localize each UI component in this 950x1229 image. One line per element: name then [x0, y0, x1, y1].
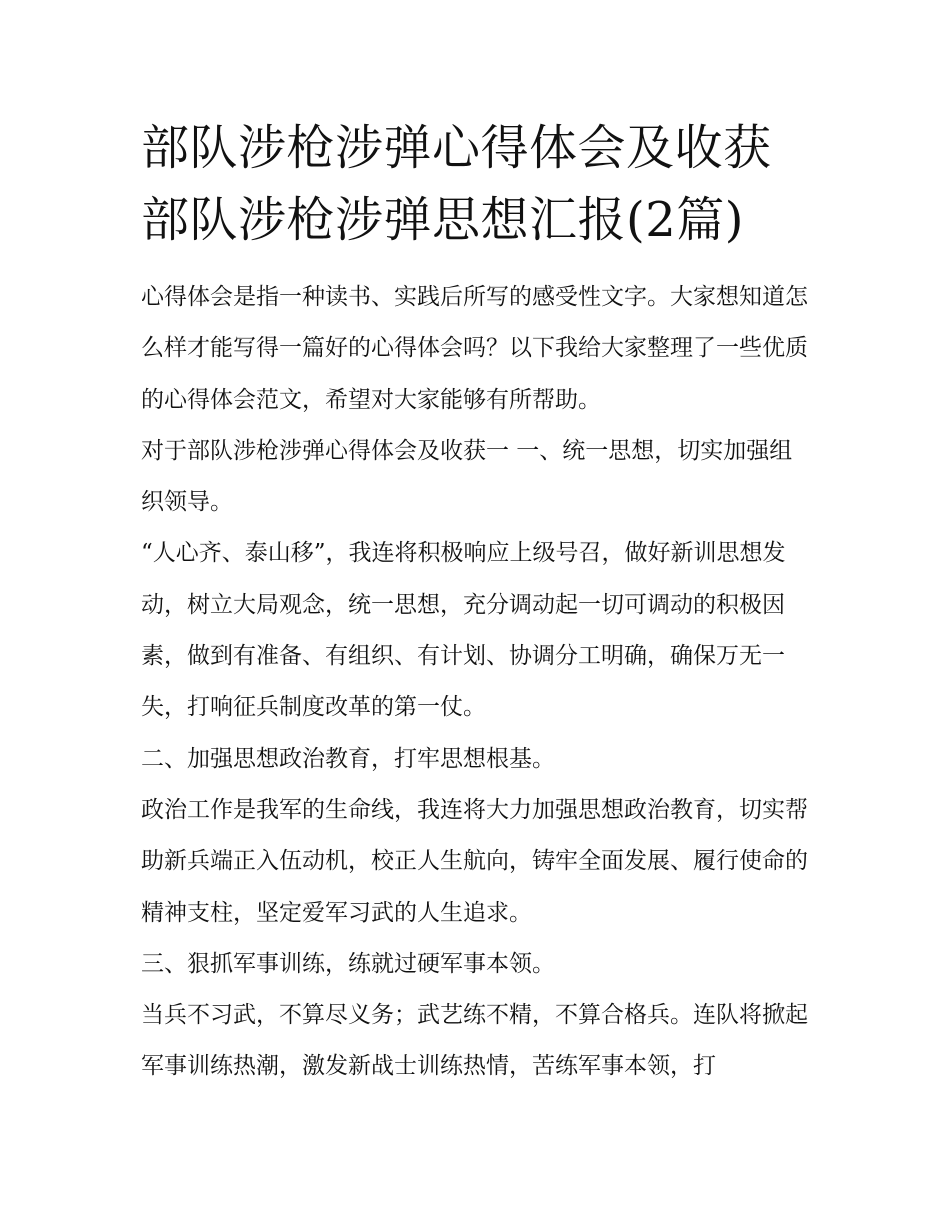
paragraph-section-two-body: 政治工作是我军的生命线，我连将大力加强思想政治教育，切实帮助新兵端正入伍动机，校正人生航向，铸牢全面发展、履行使命的精神支柱，坚定爱军习武的人生追求。 — [141, 796, 808, 926]
paragraph-section-three-body: 当兵不习武，不算尽义务；武艺练不精，不算合格兵。连队将掀起军事训练热潮，激发新战士训练热情，苦练军事本领，打 — [141, 1002, 808, 1080]
paragraph-section-one-heading: 对于部队涉枪涉弹心得体会及收获一 一、统一思想，切实加强组织领导。 — [141, 437, 793, 516]
paragraph-intro: 心得体会是指一种读书、实践后所写的感受性文字。大家想知道怎么样才能写得一篇好的心得体会吗？以下我给大家整理了一些优质的心得体会范文，希望对大家能够有所帮助。 — [141, 284, 808, 413]
document-title: 部队涉枪涉弹心得体会及收获 部队涉枪涉弹思想汇报(2篇) — [141, 120, 772, 248]
document-body — [141, 112, 813, 1093]
paragraph-section-two-heading: 二、加强思想政治教育，打牢思想根基。 — [141, 745, 555, 772]
paragraph-section-one-body: “人心齐、泰山移”，我连将积极响应上级号召，做好新训思想发动，树立大局观念，统一思想，充分调动起一切可调动的积极因素，做到有准备、有组织、有计划、协调分工明确，确保万无一失，打响征兵制度改革的第一仗。 — [141, 540, 786, 721]
paragraph-section-three-heading: 三、狠抓军事训练，练就过硬军事本领。 — [141, 950, 555, 977]
